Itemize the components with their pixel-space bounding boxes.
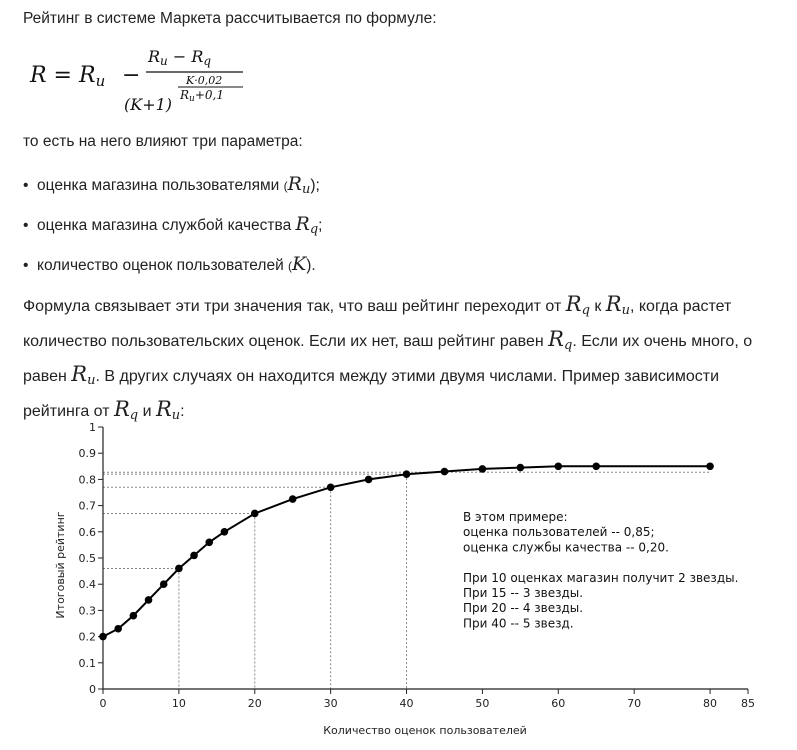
params-intro: то есть на него влияют три параметра:	[23, 133, 303, 150]
data-point	[441, 468, 449, 476]
data-point	[706, 463, 714, 471]
data-point	[175, 565, 183, 573]
data-point	[114, 625, 122, 633]
formula-lhs: R = R	[30, 63, 96, 88]
data-point	[160, 580, 168, 588]
annotation-line: оценка пользователей -- 0,85;	[463, 525, 655, 540]
bullet-dot: •	[23, 217, 29, 234]
x-tick-label: 80	[703, 697, 718, 710]
bullet-quality-rating: • оценка магазина службой качества $R_q$;	[23, 213, 323, 237]
x-tick-label: 20	[247, 697, 262, 710]
y-tick-label: 0.3	[78, 604, 96, 618]
x-tick-label: 40	[399, 697, 414, 710]
para-line-3: равен $R_u$. В других случаях он находится между этими двумя числами. Пример зависимости	[23, 362, 720, 388]
data-point	[221, 528, 229, 536]
intro-text: Рейтинг в системе Маркета рассчитывается по формуле:	[23, 10, 437, 27]
data-point	[365, 476, 373, 484]
bullet-dot: •	[23, 257, 29, 274]
para-line-1: Формула связывает эти три значения так, что ваш рейтинг переходит от $R_q$ к $R_u$, когда растет	[23, 292, 732, 318]
formula-num-r: R	[148, 47, 161, 66]
y-tick-label: 0.2	[78, 630, 96, 644]
para-line-4: рейтинга от $R_q$ и $R_u$:	[23, 397, 185, 423]
x-tick-label: 50	[475, 697, 490, 710]
data-point	[592, 463, 600, 471]
formula-num-sub1: u	[160, 54, 168, 68]
annotation-line: При 40 -- 5 звезд.	[463, 616, 574, 631]
annotation-line: оценка службы качества -- 0,20.	[463, 540, 669, 555]
bullet-review-count: • количество оценок пользователей (K).	[23, 253, 316, 275]
x-axis-label: Количество оценок пользователей	[323, 724, 527, 737]
data-point	[145, 596, 153, 604]
y-tick-label: 0.7	[78, 499, 96, 513]
annotation-line: В этом примере:	[463, 510, 568, 524]
y-tick-label: 1	[89, 421, 96, 434]
explanation-paragraph	[23, 290, 793, 430]
annotation-line: При 20 -- 4 звезды.	[463, 601, 584, 616]
x-tick-label: 0	[99, 697, 107, 710]
data-point	[130, 612, 138, 620]
formula-den: (K+1)	[124, 95, 173, 114]
y-tick-label: 0.6	[78, 525, 96, 539]
y-tick-label: 0.5	[78, 552, 96, 565]
y-tick-label: 0.8	[78, 473, 96, 487]
annotation-line: При 10 оценках магазин получит 2 звезды.	[463, 570, 739, 585]
formula-exp-num: K·0,02	[186, 74, 223, 87]
x-tick-label: 60	[551, 697, 566, 710]
data-point	[99, 633, 107, 641]
rating-chart	[0, 410, 797, 750]
data-point	[190, 552, 198, 560]
data-point	[205, 538, 213, 546]
x-tick-label: 85	[741, 697, 755, 710]
formula-num-sub2: q	[203, 54, 212, 68]
data-point	[327, 483, 335, 491]
data-point	[517, 464, 525, 472]
x-tick-label: 10	[171, 697, 186, 710]
formula-exp-den-tail: +0,1	[194, 88, 224, 102]
y-axis-label: Итоговый рейтинг	[54, 511, 67, 619]
para-line-2: количество пользовательских оценок. Если их нет, ваш рейтинг равен $R_q$. Если их очень много, о	[23, 327, 753, 353]
annotation-line: При 15 -- 3 звезды.	[463, 586, 584, 600]
x-tick-label: 30	[323, 697, 338, 710]
data-point	[479, 465, 487, 473]
y-tick-label: 0.4	[78, 578, 96, 592]
svg-text:Ru+0,1	[179, 88, 224, 104]
formula-lhs-sub: u	[95, 72, 106, 90]
data-point	[403, 470, 411, 478]
svg-text:R = Ru	[29, 63, 105, 90]
data-point	[554, 463, 562, 471]
formula-minus: −	[122, 63, 141, 88]
y-tick-label: 0.9	[78, 447, 96, 461]
bullet-user-rating: • оценка магазина пользователями $(R_u)$;	[23, 173, 320, 197]
y-tick-label: 0.1	[78, 656, 96, 670]
rating-formula	[28, 44, 358, 116]
x-tick-label: 70	[627, 697, 642, 710]
data-point	[251, 510, 259, 518]
formula-num-mid: − R	[167, 47, 204, 66]
svg-text:Ru − Rq	[147, 47, 211, 68]
formula-exp-den-r: R	[180, 88, 190, 102]
data-point	[289, 495, 297, 503]
y-tick-label: 0	[89, 683, 96, 696]
chart-annotation	[463, 510, 738, 630]
formula-exp-den-sub: u	[189, 94, 195, 104]
bullet-dot: •	[23, 177, 29, 194]
